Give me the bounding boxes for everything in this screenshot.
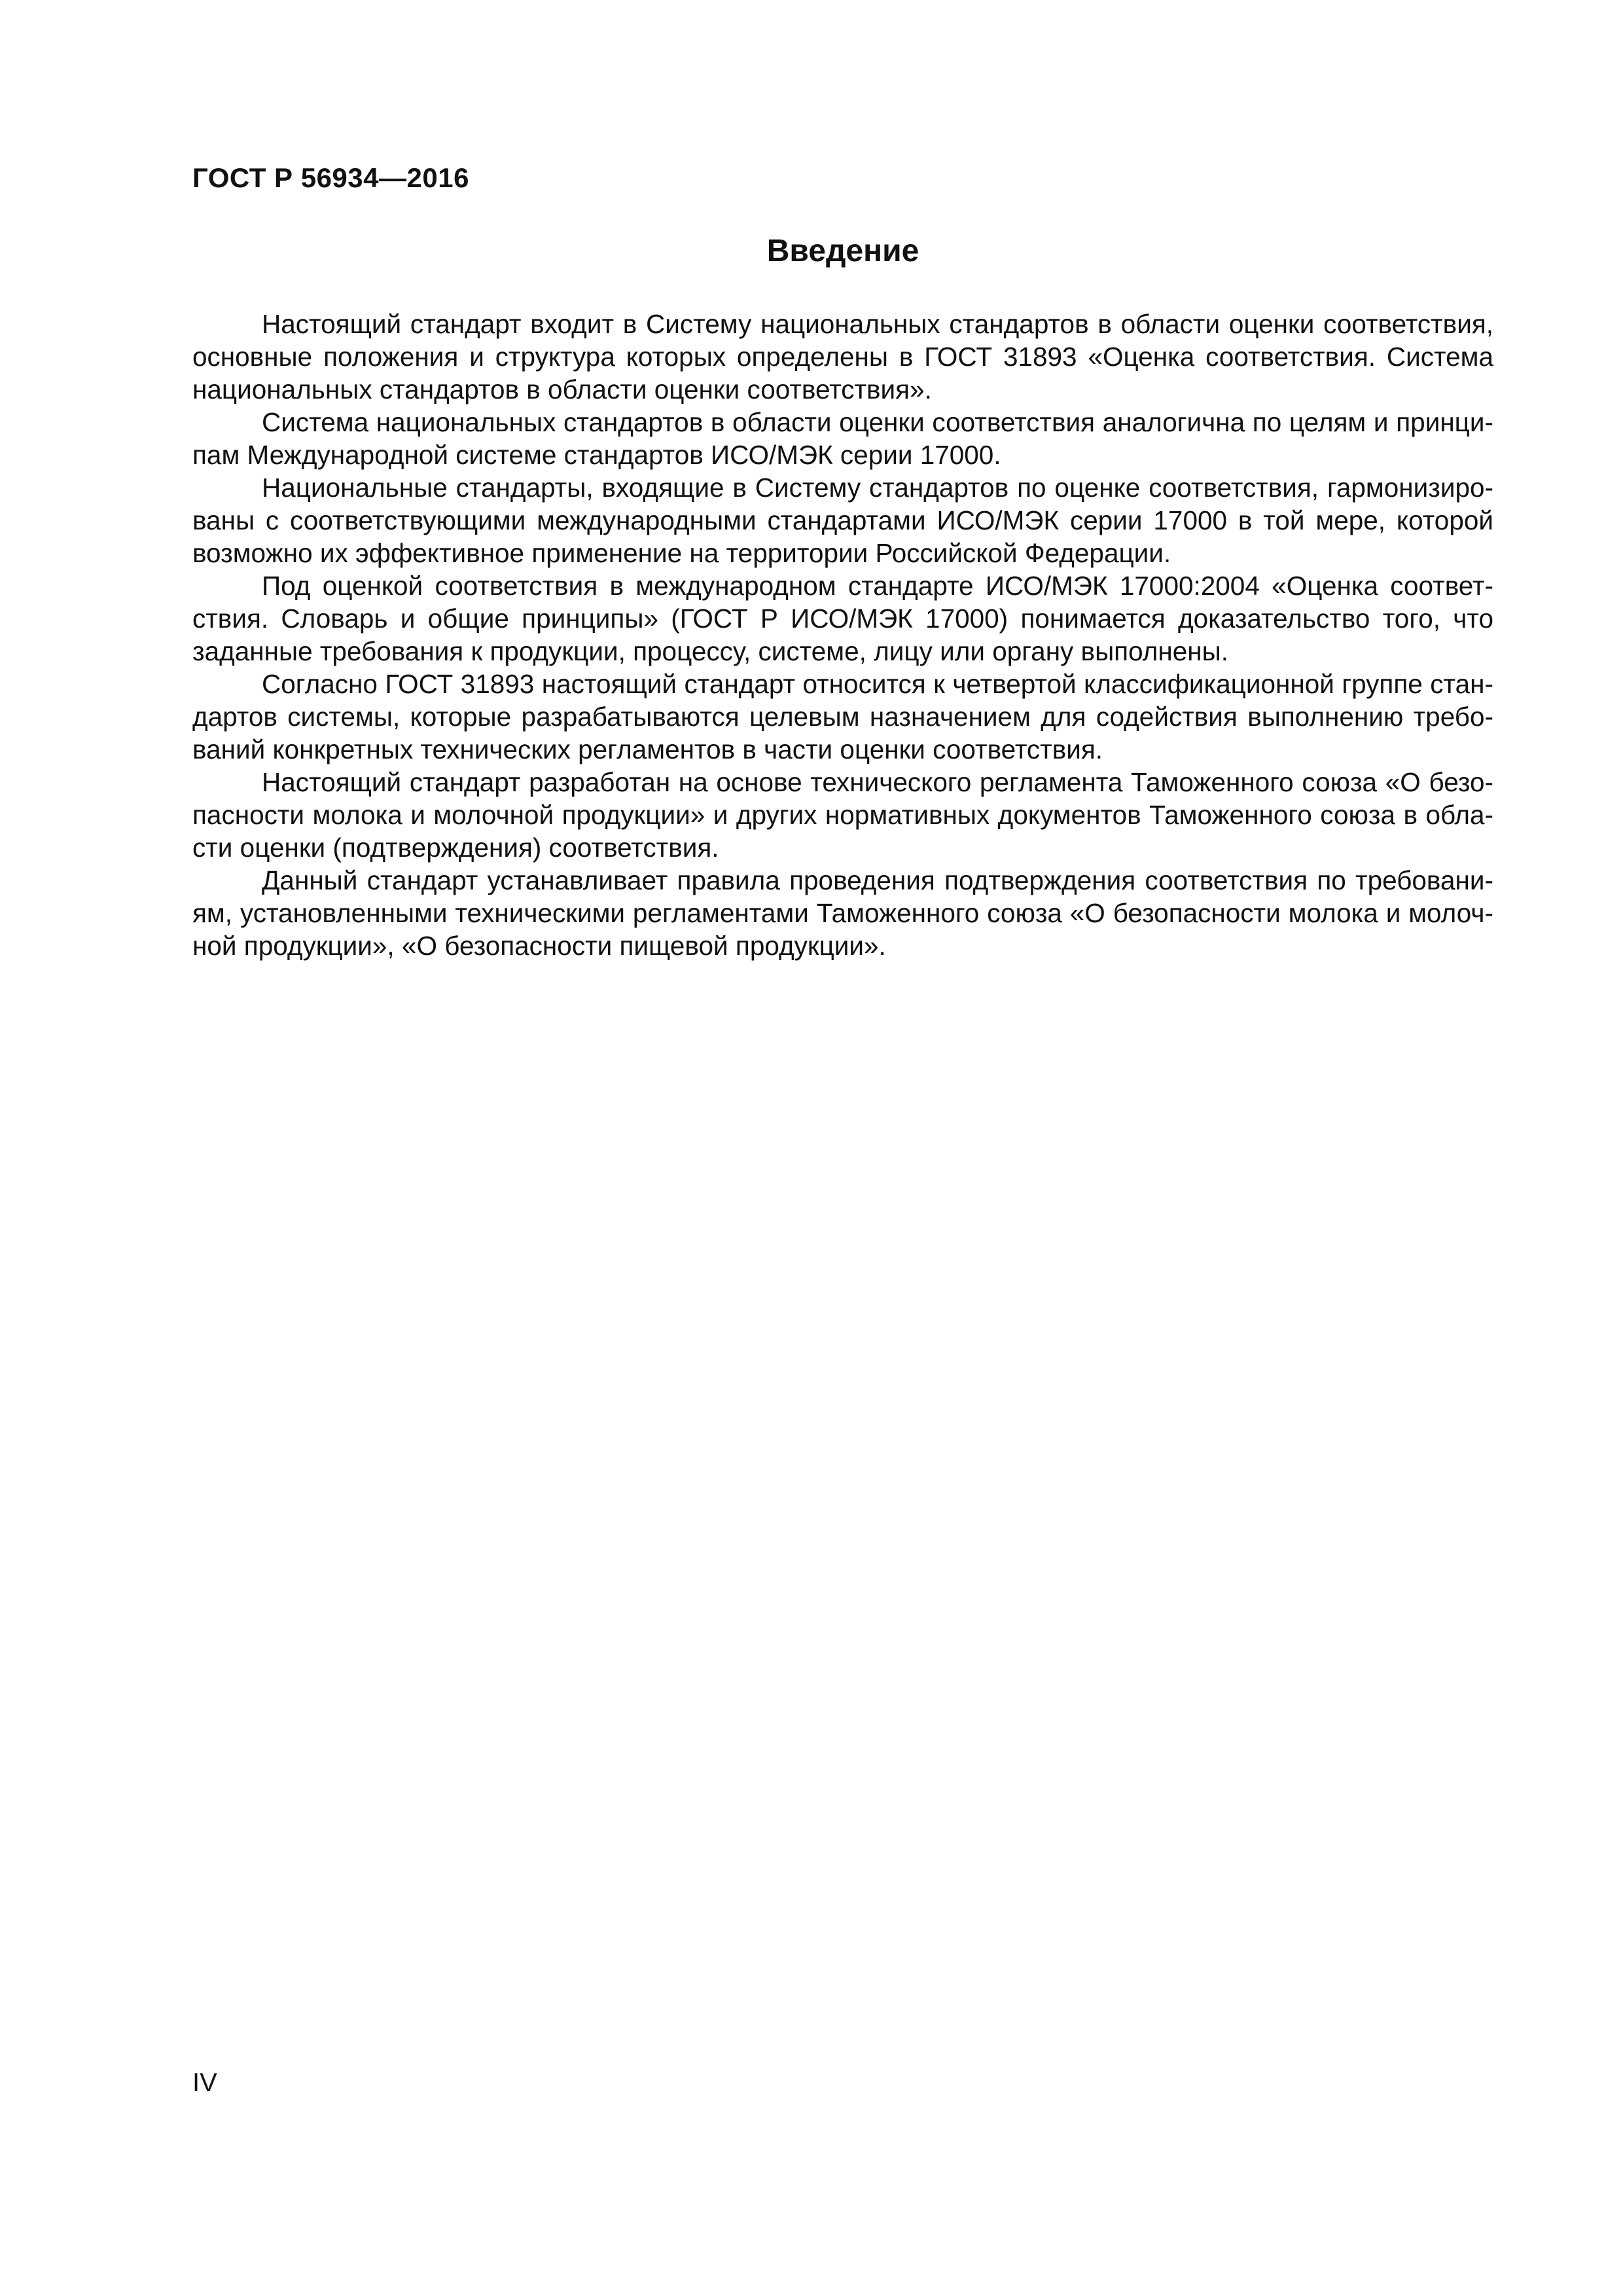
paragraph: Под оценкой соответствия в международном стандарте ИСО/МЭК 17000:2004 «Оценка соответствия. Словарь и общие принципы» (ГОСТ Р ИСО/МЭК 17000) понимается доказательство того, что заданные требования к продукции, процессу, системе, лицу или органу выполнены. [192, 571, 1493, 666]
section-title: Введение [766, 234, 919, 268]
paragraph: Система национальных стандартов в области оценки соответствия аналогична по целям и принципам Международной системе стандартов ИСО/МЭК серии 17000. [192, 407, 1493, 470]
document-id: ГОСТ Р 56934—2016 [192, 162, 469, 193]
document-body [192, 308, 1493, 962]
paragraph: Национальные стандарты, входящие в Систему стандартов по оценке соответствия, гармонизированы с соответствующими международными стандартами ИСО/МЭК серии 17000 в той мере, которой возможно их эффективное применение на территории Российской Федерации. [192, 473, 1493, 568]
paragraph: Согласно ГОСТ 31893 настоящий стандарт относится к четвертой классификационной группе стандартов системы, которые разрабатываются целевым назначением для содействия выполнению требований конкретных технических регламентов в части оценки соответствия. [192, 669, 1493, 764]
paragraph: Настоящий стандарт разработан на основе технического регламента Таможенного союза «О безопасности молока и молочной продукции» и других нормативных документов Таможенного союза в области оценки (подтверждения) соответствия. [192, 767, 1493, 863]
paragraph: Данный стандарт устанавливает правила проведения подтверждения соответствия по требованиям, установленными техническими регламентами Таможенного союза «О безопасности молока и молочной продукции», «О безопасности пищевой продукции». [192, 865, 1493, 961]
paragraph: Настоящий стандарт входит в Систему национальных стандартов в области оценки соответствия, основные положения и структура которых определены в ГОСТ 31893 «Оценка соответствия. Система национальных стандартов в области оценки соответствия». [192, 309, 1493, 404]
page-number: IV [192, 2068, 217, 2097]
